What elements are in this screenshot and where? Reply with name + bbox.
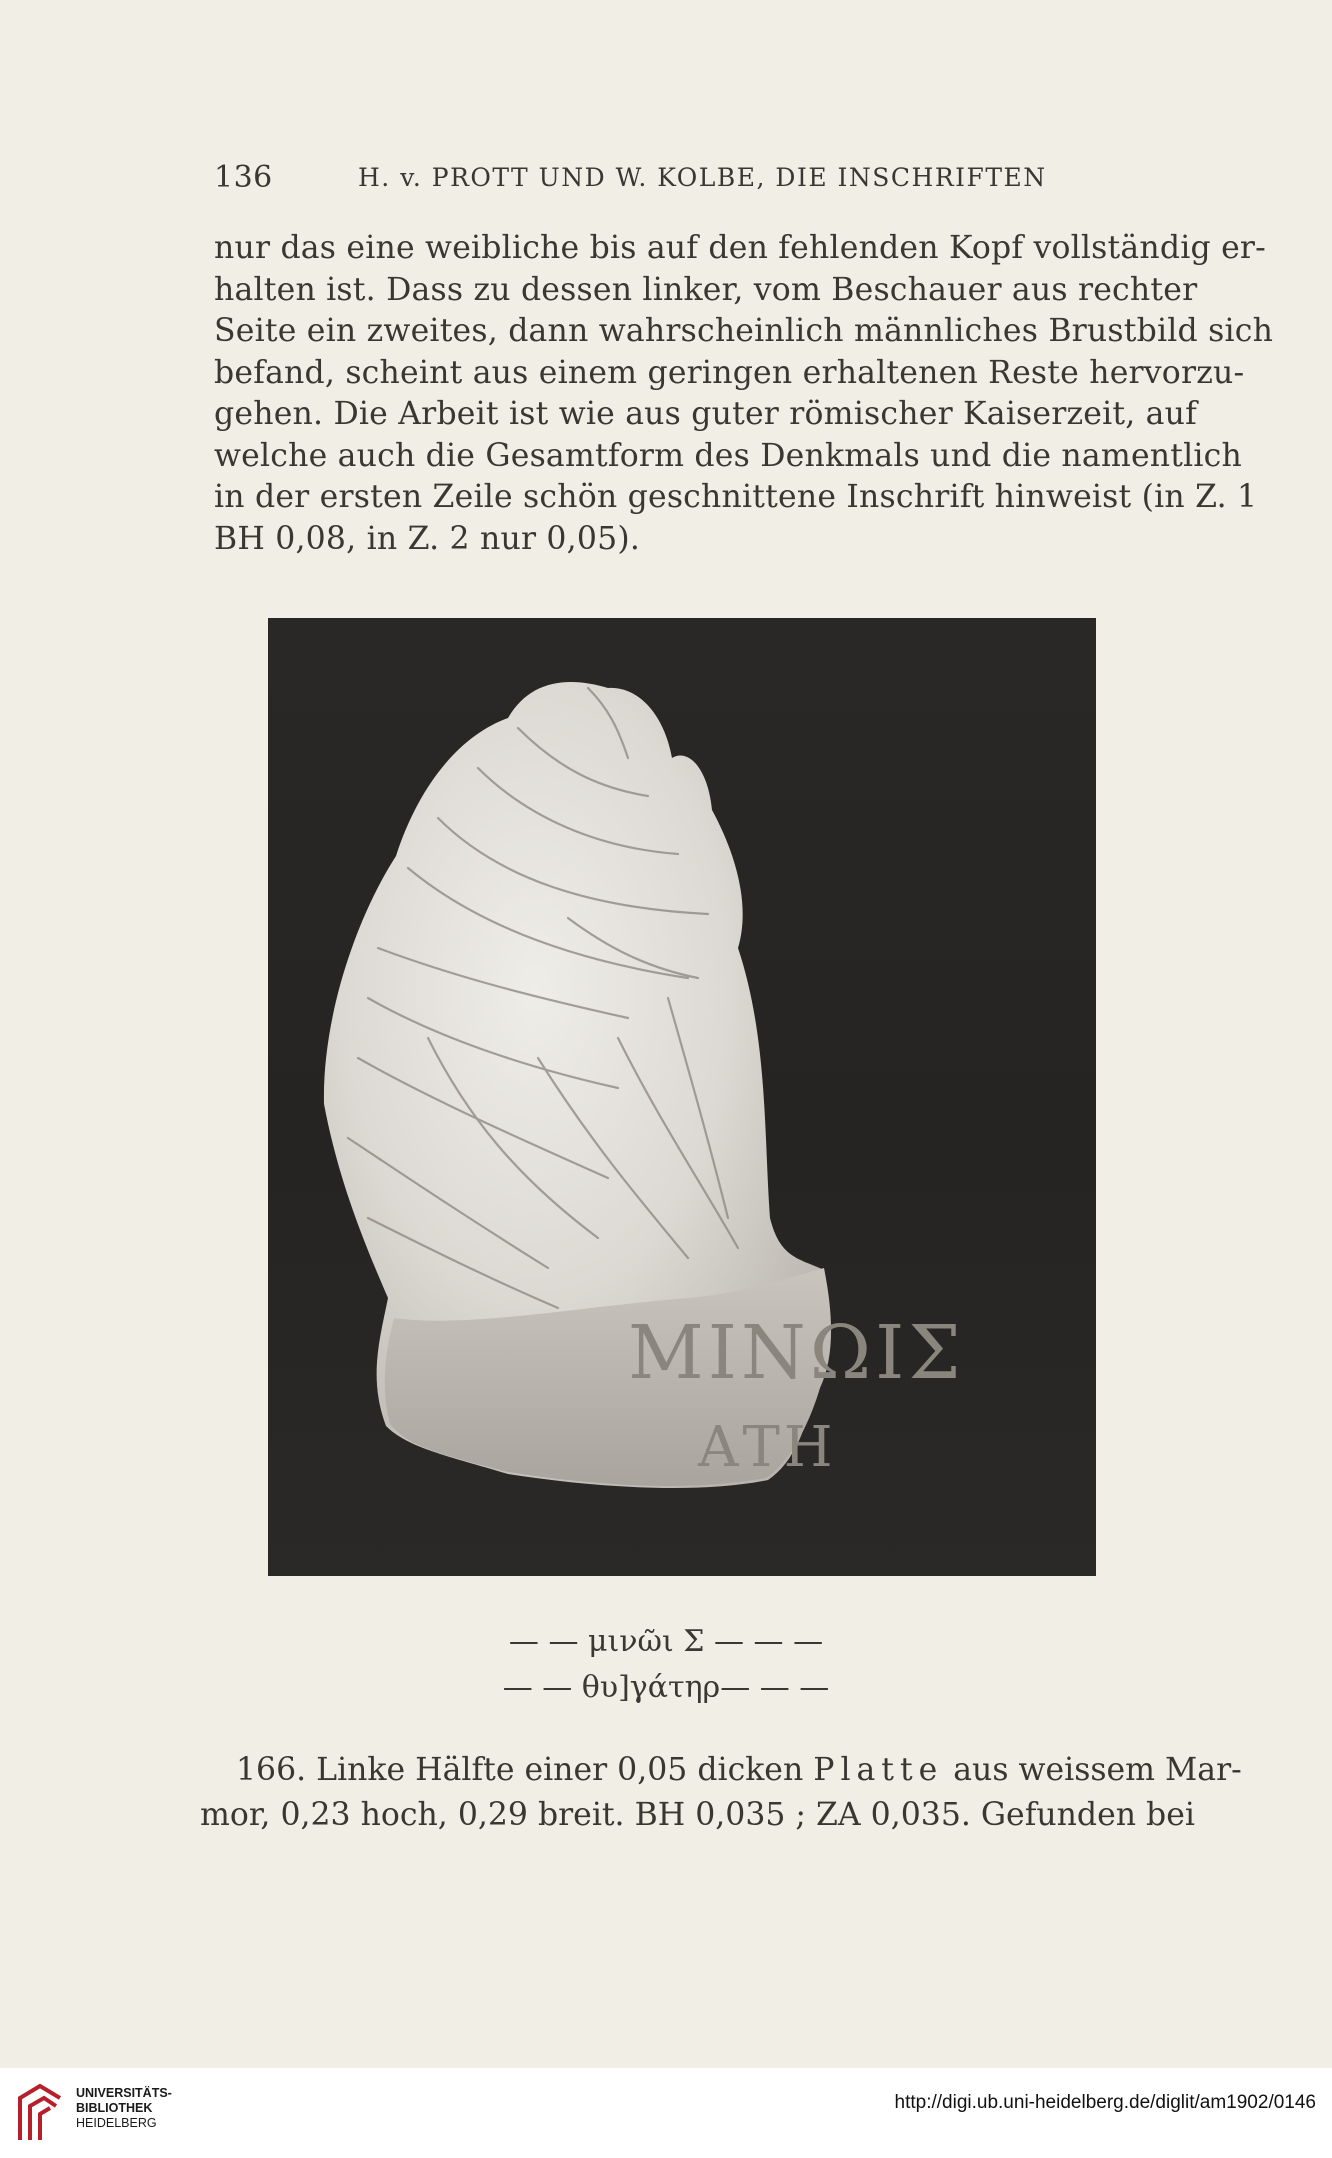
relief-photograph: [268, 618, 1096, 1576]
logo-line: HEIDELBERG: [76, 2116, 157, 2130]
stone-inscription-line2: ΑΤΗ: [698, 1415, 837, 1480]
body-paragraph: [214, 228, 1274, 560]
inscription-transcription-line1: — — μινῶι Σ — — —: [508, 1624, 824, 1659]
body-line: halten ist. Dass zu dessen linker, vom Beschauer aus rechter: [214, 271, 1198, 308]
catalogue-entry: [200, 1748, 1242, 1838]
body-line: Seite ein zweites, dann wahrscheinlich männliches Brustbild sich: [214, 313, 1274, 349]
body-line: nur das eine weibliche bis auf den fehlenden Kopf vollständig er-: [214, 230, 1267, 266]
body-line: gehen. Die Arbeit ist wie aus guter römischer Kaiserzeit, auf: [214, 396, 1198, 432]
catalogue-line: mor, 0,23 hoch, 0,29 breit. BH 0,035 ; ZA 0,035. Gefunden bei: [200, 1797, 1195, 1833]
running-head-title: H. v. PROTT UND W. KOLBE, DIE INSCHRIFTEN: [358, 163, 1047, 192]
catalogue-text: 166. Linke Hälfte einer 0,05 dicken: [236, 1752, 814, 1788]
catalogue-spaced-word: Platte: [813, 1752, 944, 1788]
relief-illustration: [268, 618, 1096, 1576]
logo-line: BIBLIOTHEK: [76, 2101, 153, 2115]
catalogue-line: [200, 1748, 1242, 1793]
body-line: BH 0,08, in Z. 2 nur 0,05).: [214, 520, 641, 557]
page-number: 136: [214, 160, 273, 195]
logo-line: UNIVERSITÄTS-: [76, 2086, 172, 2100]
stone-inscription-line1: ΜΙΝΩΙΣ: [628, 1310, 965, 1396]
library-logo-icon: [14, 2080, 66, 2146]
body-line: in der ersten Zeile schön geschnittene Inschrift hinweist (in Z. 1: [214, 479, 1258, 515]
running-head: [214, 160, 1050, 200]
footer-bar: [0, 2068, 1332, 2158]
library-logo-text: [76, 2086, 172, 2131]
inscription-transcription-line2: — — θυ]γάτηρ— — —: [502, 1670, 830, 1705]
catalogue-text: aus weissem Mar-: [943, 1752, 1242, 1788]
body-line: befand, scheint aus einem geringen erhaltenen Reste hervorzu-: [214, 354, 1245, 391]
digitization-url-link[interactable]: http://digi.ub.uni-heidelberg.de/diglit/am1902/0146: [894, 2092, 1316, 2113]
body-line: welche auch die Gesamtform des Denkmals und die namentlich: [214, 437, 1243, 474]
